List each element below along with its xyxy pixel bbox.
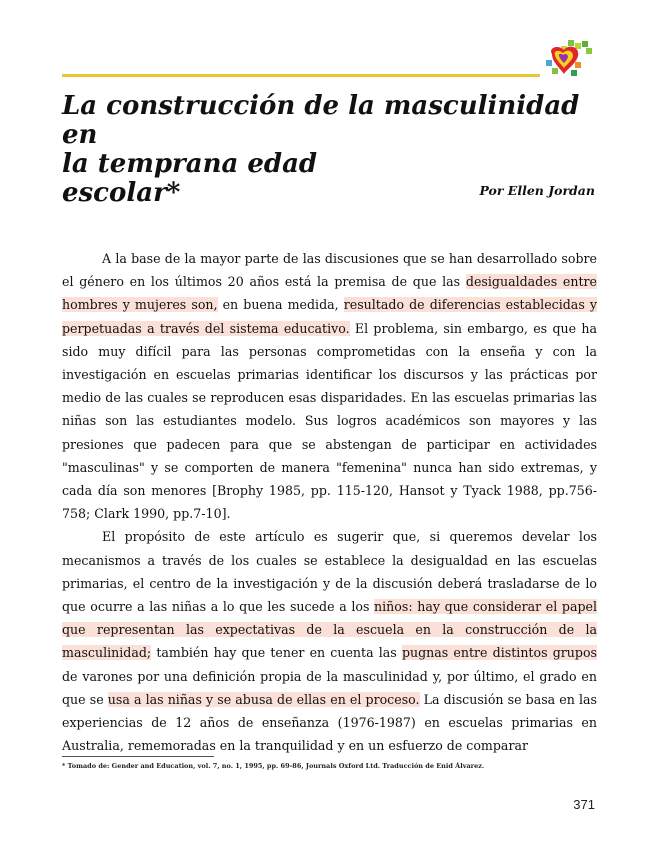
title-line: escolar*	[62, 178, 181, 208]
header-rule	[62, 74, 540, 77]
title-line: La construcción de la masculinidad en	[62, 91, 580, 150]
author-byline: Por Ellen Jordan	[479, 183, 595, 198]
colorful-heart-puzzle-logo-icon	[544, 38, 594, 80]
paragraph-text: también hay que tener en cuenta las	[151, 645, 402, 661]
paragraph-text: A la base de la mayor parte de las discusiones que se han desarrollado sobre el género en los últimos 20 años está la premisa de que las	[62, 251, 597, 290]
footnote: * Tomado de: Gender and Education, vol. 7, no. 1, 1995, pp. 69-86, Journals Oxford Ltd. Traducción de Enid Álvarez.	[62, 762, 485, 770]
page-number: 371	[573, 797, 595, 812]
article-body	[62, 247, 597, 757]
footnote-rule	[62, 756, 214, 757]
paragraph-text: de varones por una definición propia de la masculinidad y, por último, el grado en que se	[62, 668, 597, 707]
highlighted-text: desigualdades entre hombres y mujeres son,	[62, 274, 597, 313]
paragraph-text: en buena medida,	[217, 297, 344, 313]
paragraph-text: El propósito de este artículo es sugerir que, si queremos develar los mecanismos a través de los cuales se establece la desigualdad en las escuelas primarias, el centro de la investigación y de la discusión deberá trasladarse de lo que ocurre a las niñas a lo que les sucede a los	[62, 529, 597, 615]
highlighted-text: usa a las niñas y se abusa de ellas en el proceso.	[107, 691, 420, 707]
paragraph-text: El problema, sin embargo, es que ha sido muy difícil para las personas comprometidas con la enseña y con la investigación en escuelas primarias identificar los discursos y las prácticas por medio de las cuales se reproducen esas disparidades. En las escuelas primarias las niñas son las estudiantes modelo. Sus logros académicos son mayores y las presiones que padecen para que se abstengan de participar en actividades "masculinas" y se comporten de manera "femenina" nunca han sido extremas, y cada día son menores [Brophy 1985, pp. 115-120, Hansot y Tyack 1988, pp.756-758; Clark 1990, pp.7-10].	[62, 320, 597, 522]
paragraph-text: La discusión se basa en las experiencias de 12 años de enseñanza (1976-1987) en escuelas primarias en Australia, rememoradas en la tranquilidad y en un esfuerzo de comparar	[62, 691, 597, 754]
highlighted-text: niños: hay que considerar el papel que representan las expectativas de la escuela en la construcción de la masculinidad;	[62, 599, 597, 661]
highlighted-text: pugnas entre distintos grupos	[401, 645, 597, 661]
highlighted-text: resultado de diferencias establecidas y perpetuadas a través del sistema educativo.	[62, 297, 597, 336]
body-paragraph	[62, 525, 597, 757]
title-line: la temprana edad	[62, 149, 318, 179]
body-paragraph	[62, 247, 597, 525]
